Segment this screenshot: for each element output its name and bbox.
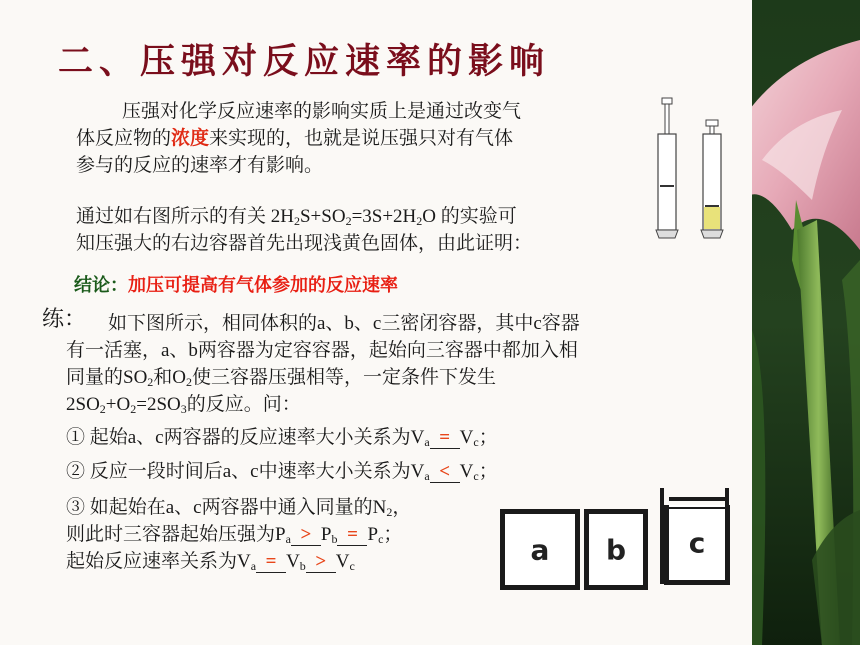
subscript: c: [349, 559, 355, 573]
answer-blank: =: [430, 428, 460, 449]
container-c-wall-left: [659, 488, 665, 584]
question-text: 则此时三容器起始压强为P: [66, 524, 286, 545]
intro-line-3: 参与的反应的速率才有影响。: [76, 155, 324, 176]
conclusion-label: 结论：: [74, 275, 128, 296]
exercise-paragraph: [66, 310, 726, 418]
slide-title: 二、压强对反应速率的影响: [58, 41, 551, 82]
exercise-label: 练：: [42, 306, 87, 331]
answer-blank: >: [291, 525, 321, 546]
exercise-line-2: 有一活塞，a、b两容器为定容容器，起始向三容器中都加入相: [66, 340, 578, 361]
question-3-line-3: [66, 548, 411, 575]
question-text: ② 反应一段时间后a、c中速率大小关系为V: [66, 461, 425, 482]
flower-image: [752, 0, 860, 645]
question-text: ③ 如起始在a、c两容器中通入同量的N: [66, 497, 387, 518]
container-b: [584, 509, 648, 590]
question-2: [66, 458, 498, 485]
answer-blank: >: [306, 552, 336, 573]
equation-text: +O: [105, 394, 131, 415]
question-text: V: [459, 461, 474, 482]
exercise-line-4: [66, 391, 726, 418]
subscript: 2: [386, 505, 393, 519]
experiment-line-2: 知压强大的右边容器首先出现浅黄色固体，由此证明：: [76, 233, 533, 254]
subscript: a: [424, 435, 430, 449]
question-text: P: [367, 524, 379, 545]
subscript: 2: [147, 375, 154, 389]
equation-text: =3S+2H: [351, 206, 417, 227]
subscript: 2: [99, 402, 106, 416]
intro-paragraph: [76, 98, 636, 179]
subscript: 2: [186, 375, 193, 389]
question-text: ① 起始a、c两容器的反应速率大小关系为V: [66, 427, 425, 448]
question-3: [66, 494, 411, 575]
highlight-concentration: 浓度: [171, 128, 210, 149]
container-c-label: c: [688, 526, 706, 559]
subscript: c: [473, 435, 479, 449]
intro-line-2: [76, 125, 636, 152]
intro-text: 来实现的，也就是说压强只对有气体: [209, 128, 514, 149]
exercise-text: 的反应。问：: [186, 394, 301, 415]
subscript: c: [473, 469, 479, 483]
subscript: 2: [293, 214, 300, 228]
conclusion: [74, 271, 398, 297]
subscript: b: [299, 559, 306, 573]
experiment-paragraph: [76, 203, 656, 257]
conclusion-text: 加压可提高有气体参加的反应速率: [128, 275, 398, 296]
equation-text: 2SO: [66, 394, 100, 415]
intro-text: 体反应物的: [76, 128, 172, 149]
equation-text: =2SO: [136, 394, 181, 415]
container-a: [500, 509, 580, 590]
question-text: V: [459, 427, 474, 448]
subscript: c: [378, 532, 384, 546]
exercise-text: 使三容器压强相等，一定条件下发生: [192, 367, 497, 388]
subscript: b: [331, 532, 338, 546]
exercise-text: 和O: [153, 367, 187, 388]
container-c: [664, 505, 730, 585]
exercise-line-1: 如下图所示，相同体积的a、b、c三密闭容器，其中c容器: [108, 313, 580, 334]
right-syringe: [701, 120, 723, 238]
exercise-line-3: [66, 364, 726, 391]
question-3-line-1: [66, 494, 411, 521]
answer-blank: <: [430, 462, 460, 483]
piston-line: [669, 507, 725, 509]
question-text: ；: [478, 461, 498, 482]
subscript: 3: [180, 402, 187, 416]
experiment-line-1: [76, 203, 656, 230]
subscript: 2: [416, 214, 423, 228]
question-3-line-2: [66, 521, 411, 548]
subscript: 2: [130, 402, 137, 416]
question-text: P: [320, 524, 332, 545]
subscript: a: [424, 469, 430, 483]
question-text: V: [286, 551, 300, 572]
equation-text: S+SO: [299, 206, 346, 227]
equation-text: O 的实验可: [422, 206, 517, 227]
exercise-text: 同量的SO: [66, 367, 148, 388]
subscript: a: [285, 532, 291, 546]
question-1: [66, 424, 498, 451]
container-c-wall-right: [724, 488, 730, 584]
yellow-solid: [704, 207, 720, 229]
equation-text: 通过如右图所示的有关 2H: [76, 206, 294, 227]
answer-blank: =: [337, 525, 367, 546]
question-text: ；: [478, 427, 498, 448]
answer-blank: =: [256, 552, 286, 573]
subscript: 2: [345, 214, 352, 228]
piston-plate: [669, 497, 725, 501]
calla-lily-photo: [752, 0, 860, 645]
syringe-illustration: [648, 96, 740, 246]
container-a-label: a: [530, 533, 550, 566]
container-b-label: b: [605, 533, 627, 566]
question-text: V: [335, 551, 350, 572]
question-text: ，: [392, 497, 412, 518]
left-syringe: [656, 98, 678, 238]
subscript: a: [250, 559, 257, 573]
intro-line-1: 压强对化学反应速率的影响实质上是通过改变气: [122, 101, 522, 122]
question-text: 起始反应速率关系为V: [66, 551, 251, 572]
question-text: ；: [383, 524, 403, 545]
